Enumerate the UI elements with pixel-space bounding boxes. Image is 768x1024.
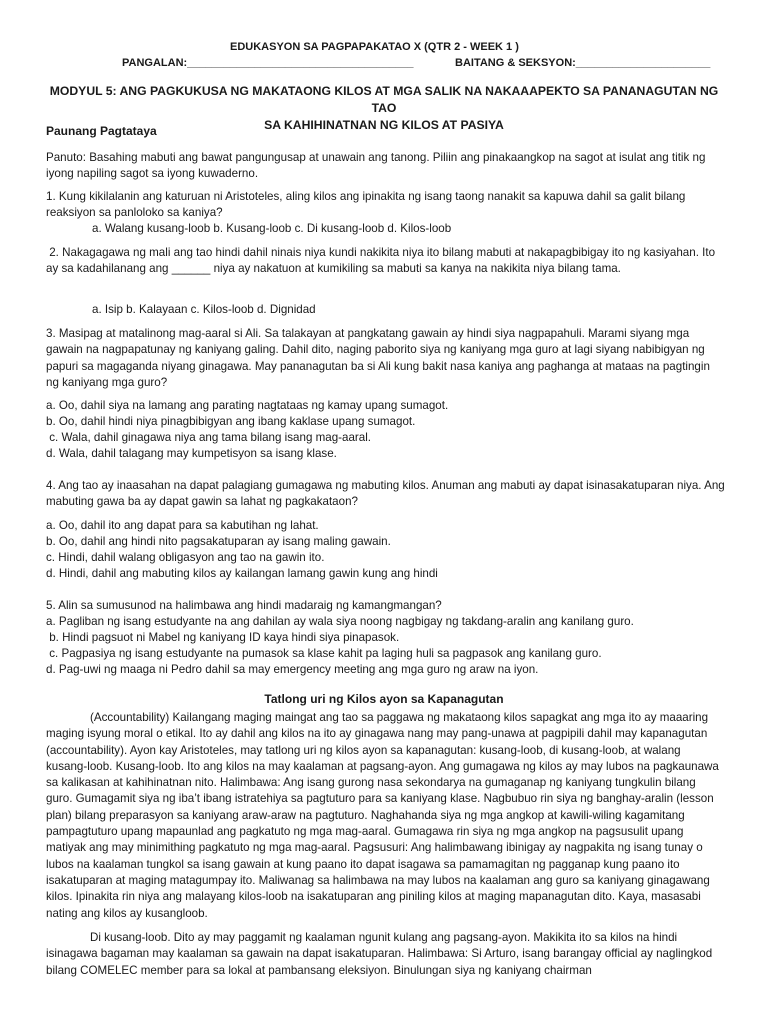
question-4-choice-d: d. Hindi, dahil ang mabuting kilos ay kailangan lamang gawin kung ang hindi [46, 567, 438, 580]
reading-paragraph-1: (Accountability) Kailangang maging maingat ang tao sa paggawa ng makataong kilos sapagkat ang mga ito ay maaaring maging isyung moral o etikal. Ito ay dahil ang kilos na ito ay ginagawa nang may pang-unawa at pagpipili dahil may kapanagutan (accountability). Ayon kay Aristoteles, may tatlong uri ng kilos ayon sa kapanagutan: kusang-loob, di kusang-loob, at walang kusang-loob. Kusang-loob. Ito ang kilos na may kaalaman at pagsang-ayon. Ang gumagawa ng kilos ay may lubos na pagkaunawa sa kalikasan at kahihinatnan nito. Halimbawa: Ang isang gurong nasa sekondarya na gumaganap ng kaniyang tungkulin bilang guro. Gumagamit siya ng iba’t ibang istratehiya sa pagtuturo para sa kaniyang klase. Nagbubuo rin siya ng banghay-aralin (lesson plan) bilang preparasyon sa kaniyang araw-araw na pagtuturo. Naghahanda siya ng mga angkop at kawili-wiling kagamitang pampagtuturo upang mapaunlad ang pagkatuto ng mga mag-aaral. Gumagawa rin siya ng mga angkop na pagsusulit upang matiyak ang may minimithing pagkatuto ng mga mag-aaral. Pagsusuri: Ang halimbawang ibinigay ay nagpakita ng isang tunay o lubos na kaalaman tungkol sa isang gawain at kung paano ito dapat isagawa sa pamamagitan ng pagganap kung paano ito isakatuparan at maging matagumpay ito. Maliwanag sa halimbawa na may lubos na kaalaman ang guro sa kaniyang ginagawang kilos. Ipinakita rin niya ang malayang kilos-loob na isakatuparan ang piniling kilos at maging mapanagutan dito. Kaya, masasabi nating ang kilos ay kusangloob. [46, 711, 719, 920]
question-3: 3. Masipag at matalinong mag-aaral si Ali. Sa talakayan at pangkatang gawain ay hindi siya nagpapahuli. Marami siyang mga gawain na nagpapatunay ng kaniyang galing. Dahil dito, naging paborito siya ng kaniyang mga guro at lagi siyang nabibigyan ng papuri sa magaganda niyang ginagawa. May pananagutan ba si Ali kung bakit nasa kaniya ang paghanga at mataas na pagtingin ng kaniyang mga guro? [46, 327, 710, 389]
question-4-choice-b: b. Oo, dahil ang hindi nito pagsakatuparan ay isang maling gawain. [46, 535, 391, 548]
reading-paragraph-2: Di kusang-loob. Dito ay may paggamit ng kaalaman ngunit kulang ang pagsang-ayon. Makikita ito sa kilos na hindi isinagawa bagaman may kaalaman sa gawain na dapat isakatuparan. Halimbawa: Si Arturo, isang barangay official ay naglingkod bilang COMELEC member para sa lokal at pambansang eleksiyon. Binulungan siya ng kaniyang chairman [46, 931, 713, 977]
reading-heading: Tatlong uri ng Kilos ayon sa Kapanagutan [264, 692, 504, 706]
module-title-line-1: MODYUL 5: ANG PAGKUKUSA NG MAKATAONG KILOS AT MGA SALIK NA NAKAAAPEKTO SA PANANAGUTAN NG TAO [49, 84, 719, 115]
question-3-choice-b: b. Oo, dahil hindi niya pinagbibigyan ang ibang kaklase upang sumagot. [46, 415, 416, 428]
question-5: 5. Alin sa sumusunod na halimbawa ang hindi madaraig ng kamangmangan? [46, 599, 442, 612]
question-3-choice-c: c. Wala, dahil ginagawa niya ang tama bilang isang mag-aaral. [46, 431, 372, 444]
question-1-choices: a. Walang kusang-loob b. Kusang-loob c. Di kusang-loob d. Kilos-loob [92, 222, 452, 235]
pangalan-field: PANGALAN:_____________________________________ [122, 57, 414, 69]
question-2: 2. Nakagagawa ng mali ang tao hindi dahil ninais niya kundi nakikita niya ito bilang mabuti at nakapagbibigay ito ng kasiyahan. Ito ay sa kadahilanang ang ______ niya ay nakatuon at kumikiling sa mabuti sa kanya na nakikita niya bilang tama. [46, 246, 719, 276]
question-4-choice-a: a. Oo, dahil ito ang dapat para sa kabutihan ng lahat. [46, 519, 319, 532]
module-title-line-2: SA KAHIHINATNAN NG KILOS AT PASIYA [264, 118, 504, 132]
question-5-choice-c: c. Pagpasiya ng isang estudyante na pumasok sa klase kahit pa laging huli sa pagpasok ang kanilang guro. [46, 647, 602, 660]
question-5-choice-b: b. Hindi pagsuot ni Mabel ng kaniyang ID kaya hindi siya pinapasok. [46, 631, 400, 644]
question-1: 1. Kung kikilalanin ang katuruan ni Aristoteles, aling kilos ang ipinakita ng isang taong nanakit sa kapuwa dahil sa galit bilang reaksiyon sa panloloko sa kaniya? [46, 190, 686, 220]
pretest-instructions: Panuto: Basahing mabuti ang bawat pangungusap at unawain ang tanong. Piliin ang pinakaangkop na sagot at isulat ang titik ng iyong napiling sagot sa iyong kuwaderno. [46, 151, 706, 181]
pretest-heading: Paunang Pagtataya [46, 124, 157, 138]
baitang-seksyon-field: BAITANG & SEKSYON:______________________ [455, 57, 711, 69]
subject-header: EDUKASYON SA PAGPAPAKATAO X (QTR 2 - WEEK 1 ) [230, 41, 519, 53]
question-5-choice-a: a. Pagliban ng isang estudyante na ang dahilan ay wala siya noong nagbigay ng takdang-aralin ang kanilang guro. [46, 615, 634, 628]
question-3-choice-a: a. Oo, dahil siya na lamang ang parating nagtataas ng kamay upang sumagot. [46, 399, 449, 412]
question-3-choice-d: d. Wala, dahil talagang may kumpetisyon sa isang klase. [46, 447, 337, 460]
question-4: 4. Ang tao ay inaasahan na dapat palagiang gumagawa ng mabuting kilos. Anuman ang mabuti ay dapat isinasakatuparan niya. Ang mabuting gawa ba ay dapat gawin sa lahat ng pagkakataon? [46, 479, 725, 509]
question-4-choice-c: c. Hindi, dahil walang obligasyon ang tao na gawin ito. [46, 551, 325, 564]
question-5-choice-d: d. Pag-uwi ng maaga ni Pedro dahil sa may emergency meeting ang mga guro ng araw na iyon. [46, 663, 539, 676]
question-2-choices: a. Isip b. Kalayaan c. Kilos-loob d. Dignidad [92, 303, 316, 316]
